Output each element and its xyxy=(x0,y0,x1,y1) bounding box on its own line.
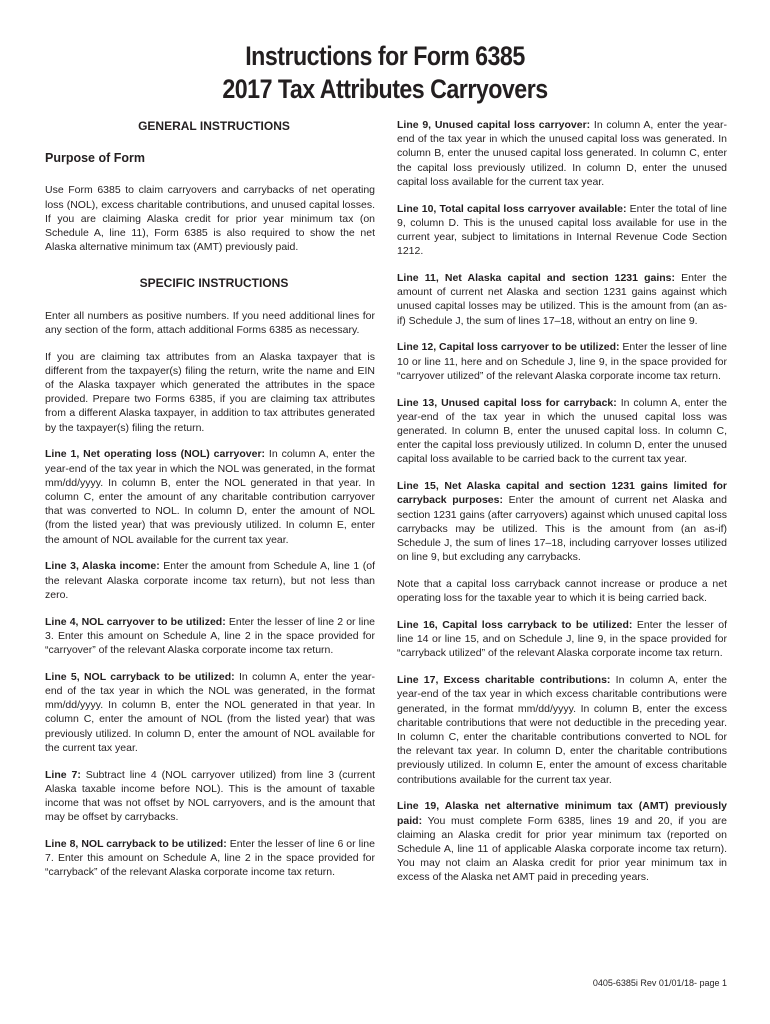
line-label: Line 17, Excess charitable contributions: xyxy=(397,674,611,687)
line-instruction xyxy=(397,479,727,564)
line-label: Line 3, Alaska income: xyxy=(45,560,160,573)
line-label: Line 5, NOL carryback to be utilized: xyxy=(45,670,235,683)
line-label: Line 19, Alaska net alternative minimum tax (AMT) previously paid: xyxy=(397,800,727,827)
line-instruction xyxy=(397,799,727,884)
line-text: Enter the lesser of line 2 or line 3. Enter this amount on Schedule A, line 2 in the space provided for “carryover” of the relevant Alaska corporate income tax return. xyxy=(45,615,376,657)
line-text: Enter the amount of current net Alaska and section 1231 gains (after carryovers) against which unused capital loss carrybacks may be utilized. This is the amount from (an as-if) Schedule J, the sum of lines 17–18, including carryover losses utilized on line 9, but excluding any carrybacks. xyxy=(397,494,727,564)
line-instruction xyxy=(397,673,727,787)
line-text: In column A, enter the year-end of the tax year in which the NOL was generated, in the format mm/dd/yyyy. In column B, enter the NOL generated in that year. In column C, enter the amount of NOL (from the listed year) that was previously utilized. In column D, enter the amount of NOL available for the current tax year. xyxy=(45,670,375,754)
line-text: Subtract line 4 (NOL carryover utilized) from line 3 (current Alaska taxable income before NOL). This is the amount of taxable income that was not offset by NOL carryovers, and is the amount that may be offset by carrybacks. xyxy=(45,768,375,824)
line-label: Line 1, Net operating loss (NOL) carryover: xyxy=(45,448,266,461)
line-text: Enter the lesser of line 6 or line 7. Enter this amount on Schedule A, line 2 in the space provided for “carryback” of the relevant Alaska corporate income tax return. xyxy=(45,838,375,879)
line-text: Enter the amount from Schedule A, line 1 (of the relevant Alaska corporate income tax return), but not less than zero. xyxy=(45,560,375,601)
line-label: Line 10, Total capital loss carryover available: xyxy=(397,202,627,215)
general-instructions-heading: GENERAL INSTRUCTIONS xyxy=(138,119,290,133)
purpose-text: Use Form 6385 to claim carryovers and carrybacks of net operating loss (NOL), excess charitable contributions, and unused capital losses. If you are claiming Alaska credit for prior year minimum tax (on Schedule A, line 11), Form 6385 is also required to show the net Alaska alternative minimum tax (AMT) previously paid. xyxy=(45,184,375,254)
line-text: Enter the lesser of line 10 or line 11, here and on Schedule J, line 9, in the space provided for “carryover utilized” of the relevant Alaska corporate income tax return. xyxy=(397,341,727,382)
line-text: In column A, enter the year-end of the tax year in which the unused capital loss was generated. In column B, enter the unused capital loss. In column C, enter the capital loss previously utilized. In column D, enter the unused capital loss available to be carried back to the current tax year. xyxy=(397,396,727,466)
line-instruction xyxy=(397,340,727,383)
page-footer: 0405-6385i Rev 01/01/18- page 1 xyxy=(592,978,727,988)
line-label: Line 8, NOL carryback to be utilized: xyxy=(45,838,227,851)
specific-instructions-heading: SPECIFIC INSTRUCTIONS xyxy=(139,276,289,291)
line-text: Enter the total of line 9, column D. This is the unused capital loss available for use in the current year, subject to limitations in Internal Revenue Code Section 1212. xyxy=(397,202,727,258)
line-instruction xyxy=(397,396,727,467)
left-column xyxy=(45,118,375,892)
capital-loss-note xyxy=(397,577,727,605)
title-line-1: Instructions for Form 6385 xyxy=(245,41,525,71)
line-label: Line 16, Capital loss carryback to be utilized: xyxy=(397,619,633,632)
line-label: Line 15, Net Alaska capital and section 1231 gains limited for carryback purposes: xyxy=(397,480,727,507)
line-instruction xyxy=(45,615,375,658)
line-instruction xyxy=(45,447,375,546)
line-instruction xyxy=(45,768,375,825)
line-instruction xyxy=(45,837,375,880)
line-label: Line 11, Net Alaska capital and section 1231 gains: xyxy=(397,272,676,285)
line-label: Line 7: xyxy=(45,768,81,781)
line-text: You must complete Form 6385, lines 19 and 20, if you are claiming an Alaska credit for prior year minimum tax (reported on Schedule A, line 11 of applicable Alaska corporate income tax return). You may not claim an Alaska credit for prior year minimum tax in excess of the Alaska net AMT paid in preceding years. xyxy=(397,814,727,884)
line-label: Line 4, NOL carryover to be utilized: xyxy=(45,615,226,628)
line-label: Line 9, Unused capital loss carryover: xyxy=(397,119,591,131)
note-text: Note that a capital loss carryback cannot increase or produce a net operating loss for the taxable year to which it is being carried back. xyxy=(397,578,727,605)
line-instruction xyxy=(45,559,375,602)
line-instruction xyxy=(397,271,727,328)
line-instruction xyxy=(397,618,727,661)
specific-paragraph-1: Enter all numbers as positive numbers. If you need additional lines for any section of the form, attach additional Forms 6385 as necessary. xyxy=(45,309,375,336)
line-instruction xyxy=(397,118,727,189)
line-label: Line 12, Capital loss carryover to be utilized: xyxy=(397,341,620,354)
line-instruction xyxy=(397,202,727,259)
purpose-heading: Purpose of Form xyxy=(45,151,146,166)
right-column xyxy=(397,118,727,897)
line-text: Enter the amount of current net Alaska and section 1231 gains against which unused capital losses may be utilized. This is the amount from (an as-if) Schedule J, the sum of lines 17–18, without an entry on line 9. xyxy=(397,272,727,327)
line-text: Enter the lesser of line 14 or line 15, and on Schedule J, line 9, in the space provided for “carryback utilized” of the relevant Alaska corporate income tax return. xyxy=(397,619,727,660)
line-text: In column A, enter the year-end of the tax year in which the NOL was generated, in the format mm/dd/yyyy. In column B, enter the NOL generated in that year. In column C, enter the amount of any charitable contribution carryover that was converted to NOL. In column D, enter the amount of NOL (from the listed year) that was previously utilized. In column E, enter the amount of NOL available for the current tax year. xyxy=(45,448,376,546)
title-line-2: 2017 Tax Attributes Carryovers xyxy=(222,74,548,104)
line-instruction xyxy=(45,670,375,755)
line-text: In column A, enter the year-end of the tax year in which excess charitable contributions were generated, in the format mm/dd/yyyy. In column B, enter the excess charitable contributions that were not deductible in the preceding year. In column C, enter the charitable contributions converted to NOL for the relevant tax year. In column D, enter the charitable contributions previously utilized. In column E, enter the amount of excess charitable contributions available for the current tax year. xyxy=(397,674,728,786)
specific-paragraph-2: If you are claiming tax attributes from an Alaska taxpayer that is different from the taxpayer(s) filing the return, write the name and EIN of the Alaska taxpayer which generated the attributes in the space provided. Prepare two Forms 6385, if you are claiming tax attributes from a different Alaska taxpayer, in addition to tax attributes generated by the taxpayer(s) filing the return. xyxy=(45,350,375,434)
line-label: Line 13, Unused capital loss for carryback: xyxy=(397,396,617,409)
line-text: In column A, enter the year-end of the tax year in which the unused capital loss was generated. In column B, enter the unused capital loss generated. In column C, enter the capital loss previously utilized. In column D, enter the unused capital loss available for the current tax year. xyxy=(397,119,727,188)
document-title xyxy=(0,40,770,106)
